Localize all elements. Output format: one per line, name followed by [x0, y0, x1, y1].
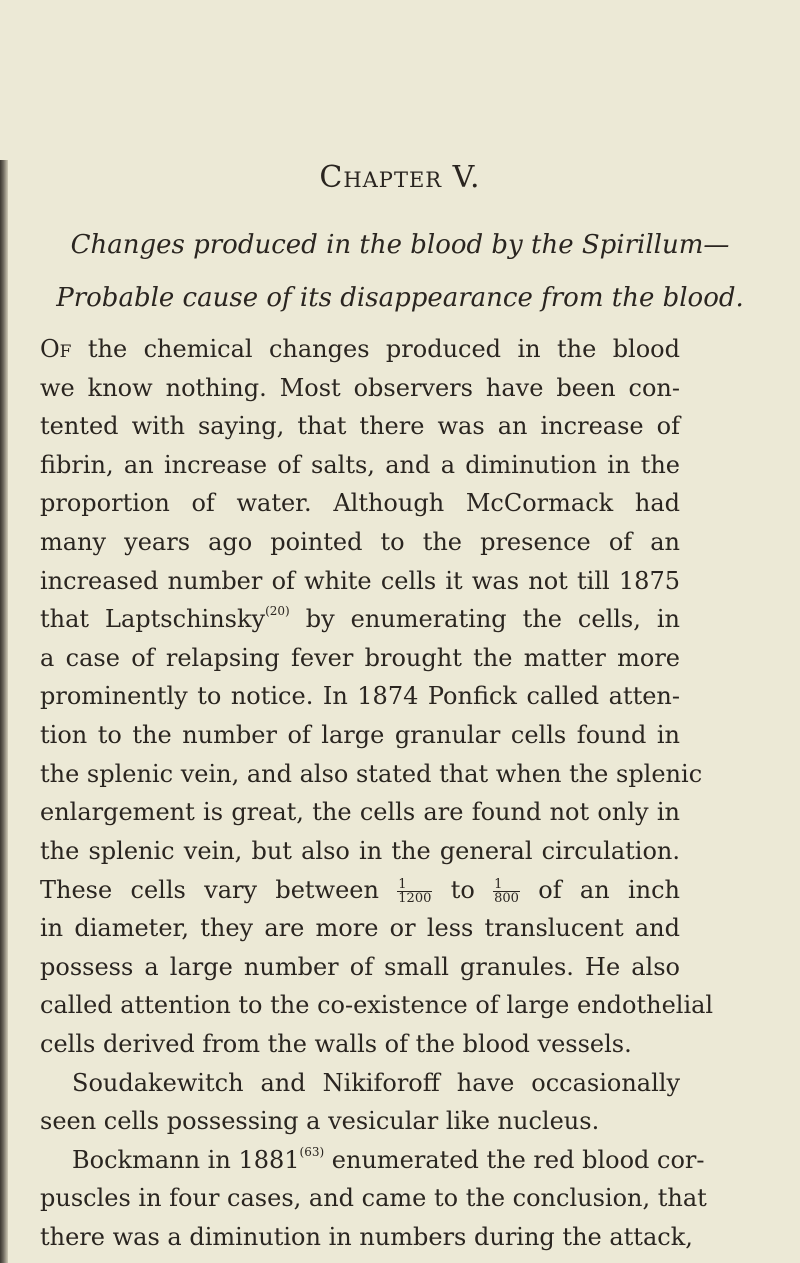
text-line: enlargement is great, the cells are found not only in — [40, 798, 680, 826]
text-span: enumerated the red blood cor- — [324, 1146, 705, 1174]
chapter-subtitle-line-1: Changes produced in the blood by the Spirillum— — [70, 230, 730, 260]
text-line: the splenic vein, and also stated that when the splenic — [40, 760, 703, 788]
text-line: we know nothing. Most observers have been con- — [40, 374, 680, 402]
text-line: prominently to notice. In 1874 Ponfick called atten- — [40, 682, 680, 710]
text-line: a case of relapsing fever brought the matter more — [40, 644, 680, 672]
text-line — [40, 878, 680, 905]
text-span: by enumerating the cells, in — [289, 605, 680, 633]
fraction-numerator: 1 — [493, 878, 520, 892]
text-line: possess a large number of small granules. He also — [40, 953, 680, 981]
text-line: increased number of white cells it was not till 1875 — [40, 567, 680, 595]
text-line: cells derived from the walls of the blood vessels. — [40, 1030, 632, 1058]
text-line: puscles in four cases, and came to the conclusion, that — [40, 1184, 707, 1212]
fraction-numerator: 1 — [397, 878, 432, 892]
binding-shadow — [0, 160, 8, 1263]
fraction-denominator: 800 — [494, 891, 519, 906]
text-line: seen cells possessing a vesicular like nucleus. — [40, 1107, 600, 1135]
text-span: of an inch — [519, 876, 681, 904]
text-line: called attention to the co-existence of large endothelial — [40, 991, 714, 1019]
footnote-ref: (20) — [265, 604, 290, 618]
text-line: there was a diminution in numbers during the attack, — [40, 1223, 693, 1251]
fraction-denominator: 1200 — [398, 891, 432, 906]
chapter-word: Chapter — [319, 160, 443, 195]
text-line: Soudakewitch and Nikiforoff have occasionally — [72, 1069, 680, 1097]
text-line: in diameter, they are more or less translucent and — [40, 914, 680, 942]
text-line — [72, 1145, 705, 1174]
text-span: that Laptschinsky — [40, 605, 266, 633]
text-line: many years ago pointed to the presence of an — [40, 528, 680, 556]
text-span: Bockmann in 1881 — [72, 1146, 300, 1174]
fraction — [493, 878, 520, 905]
fraction — [397, 878, 432, 905]
text-line: proportion of water. Although McCormack had — [40, 489, 680, 517]
chapter-subtitle-line-2: Probable cause of its disappearance from the blood. — [56, 283, 744, 313]
text-span: to — [432, 876, 494, 904]
text-line: tion to the number of large granular cells found in — [40, 721, 680, 749]
text-line: the splenic vein, but also in the general circulation. — [40, 837, 680, 865]
footnote-ref: (63) — [299, 1145, 325, 1159]
text-span: the chemical changes produced in the blood — [71, 335, 680, 363]
chapter-number: V. — [452, 160, 481, 195]
initial-word: Of — [40, 335, 72, 363]
text-line — [40, 604, 680, 633]
text-line: tented with saying, that there was an increase of — [40, 412, 680, 440]
text-line: fibrin, an increase of salts, and a diminution in the — [40, 451, 680, 479]
chapter-heading — [0, 160, 800, 195]
text-span: These cells vary between — [40, 876, 398, 904]
text-line — [40, 337, 680, 361]
